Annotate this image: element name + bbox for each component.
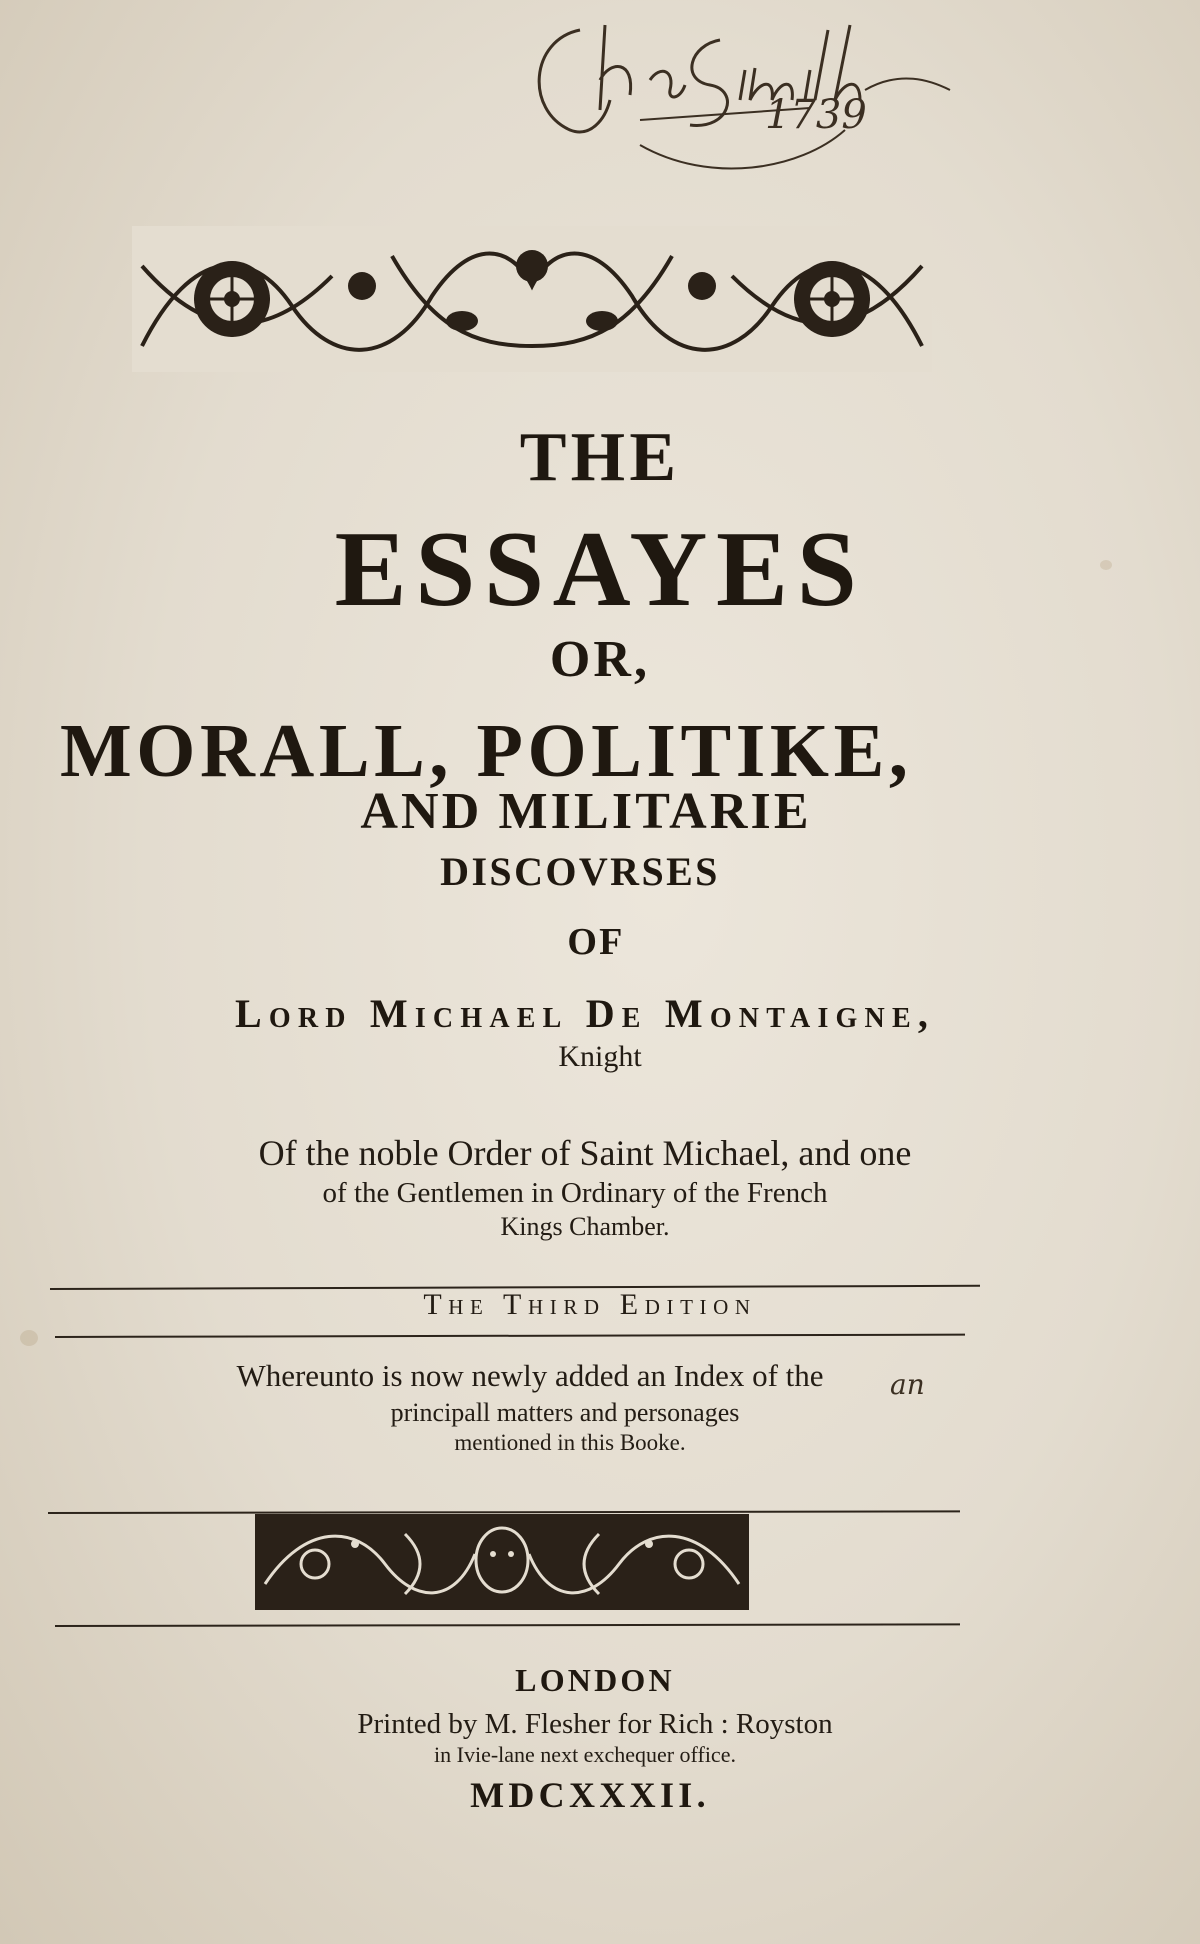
imprint-city: LONDON xyxy=(515,1662,675,1698)
signature-year: 1739 xyxy=(765,92,867,138)
author-name: Lord Michael De Montaigne, xyxy=(234,991,936,1036)
horizontal-rule xyxy=(55,1623,960,1627)
edition-statement: The Third Edition xyxy=(423,1288,757,1321)
title-and-militarie: AND MILITARIE xyxy=(360,783,812,840)
author-title-knight: Knight xyxy=(558,1040,642,1073)
title-morall-politike: MORALL, POLITIKE, xyxy=(60,709,913,793)
title-of: OF xyxy=(567,921,625,963)
description-line-3: Kings Chamber. xyxy=(500,1212,670,1241)
title-discourses: DISCOVRSES xyxy=(440,849,720,894)
index-notice-line-2: principall matters and personages xyxy=(390,1398,740,1427)
imprint-year: MDCXXXII. xyxy=(470,1775,710,1815)
title-or: OR, xyxy=(549,631,651,688)
index-notice-line-1: Whereunto is now newly added an Index of the xyxy=(236,1358,824,1393)
horizontal-rule xyxy=(55,1334,965,1338)
foxing-spot xyxy=(20,1330,38,1346)
imprint-address: in Ivie-lane next exchequer office. xyxy=(434,1742,736,1767)
description-line-1: Of the noble Order of Saint Michael, and one xyxy=(258,1133,912,1173)
headpiece-ornament xyxy=(132,226,932,372)
tailpiece-ornament xyxy=(255,1514,749,1610)
imprint-printer: Printed by M. Flesher for Rich : Royston xyxy=(357,1708,833,1740)
description-line-2: of the Gentlemen in Ordinary of the French xyxy=(322,1177,828,1209)
title-the: THE xyxy=(519,419,681,496)
marginal-correction: an xyxy=(890,1368,925,1401)
ownership-signature xyxy=(510,0,1030,200)
index-notice-line-3: mentioned in this Booke. xyxy=(454,1430,686,1455)
title-essayes: ESSAYES xyxy=(334,510,866,629)
